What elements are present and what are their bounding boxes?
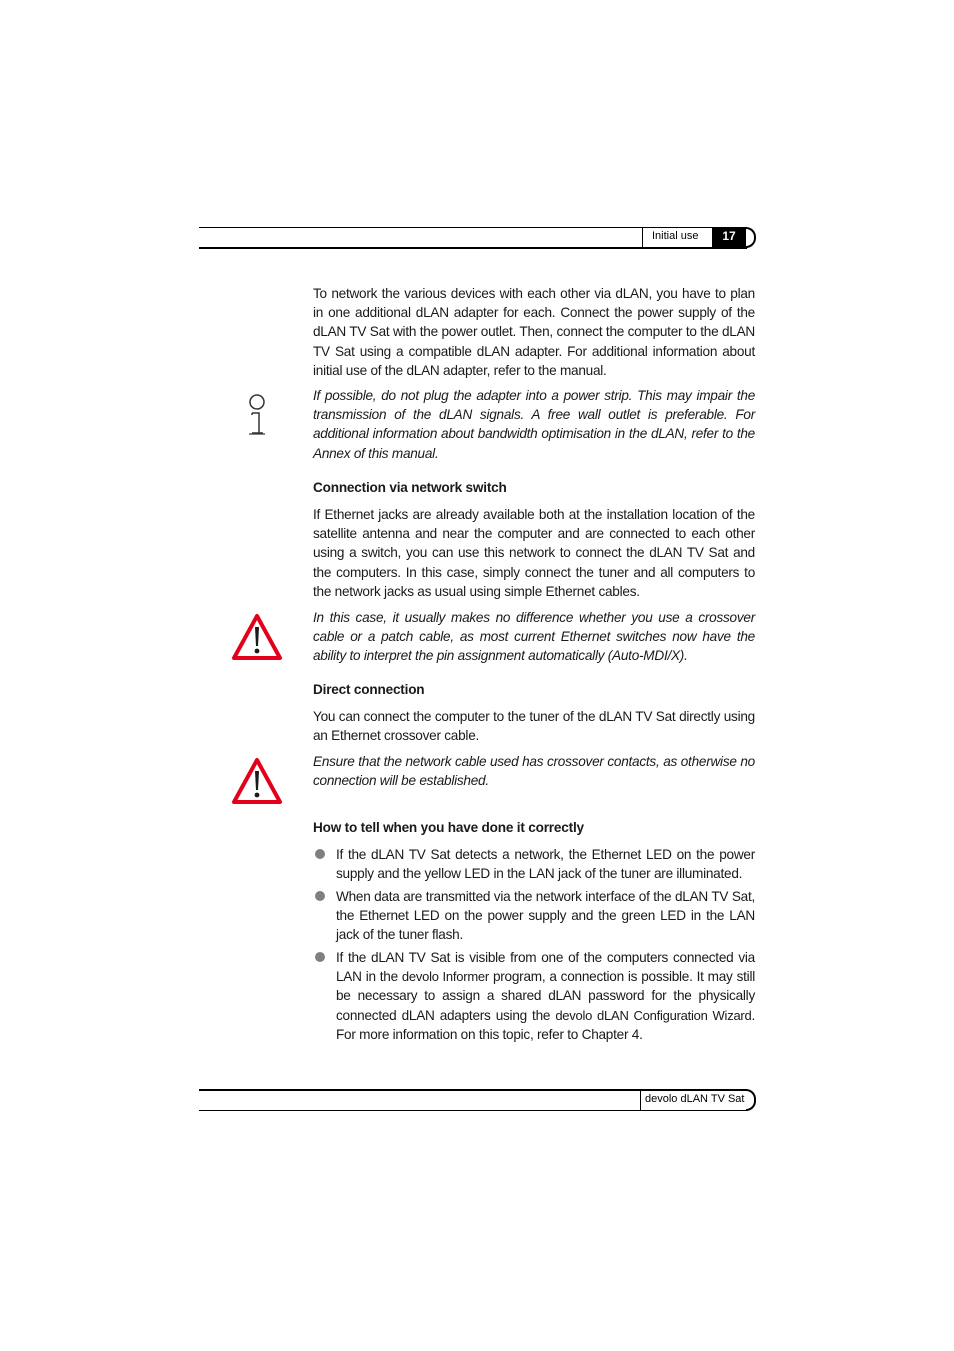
- header-rule-bottom: [199, 247, 747, 249]
- program-name-wizard: devolo dLAN Configuration Wizard: [555, 1007, 752, 1023]
- header-rule-top: [199, 227, 747, 228]
- footer-rule-top: [199, 1089, 747, 1091]
- chapter-title: Initial use: [652, 230, 699, 242]
- warning-note-direct: Ensure that the network cable used has crossover contacts, as otherwise no connection will be established.: [313, 754, 755, 789]
- footer-rule-bottom: [199, 1110, 747, 1111]
- header-endcap: [746, 227, 756, 248]
- intro-paragraph: To network the various devices with each other via dLAN, you have to plan in one additional dLAN adapter for each. Connect the power supply of the dLAN TV Sat with the power outlet. Then, connect the computer to the dLAN TV Sat using a compatible dLAN adapter. For additional information about initial use of the dLAN adapter, refer to the manual.: [313, 286, 755, 378]
- program-name-informer: devolo Informer: [401, 969, 489, 985]
- header-divider: [642, 227, 643, 248]
- bullet-icon: [315, 952, 325, 962]
- heading-network-switch: Connection via network switch: [313, 480, 507, 495]
- page-number: 17: [712, 227, 746, 248]
- warning-icon: [231, 756, 283, 806]
- heading-check: How to tell when you have done it correctly: [313, 820, 584, 835]
- info-note: If possible, do not plug the adapter into a power strip. This may impair the transmission of the dLAN signals. A free wall outlet is preferable. For additional information about bandwidth optimisation in the dLAN, refer to the Annex of this manual.: [313, 388, 755, 461]
- bullet3-text-part1: If the dLAN TV Sat is visible from one of the computers connected via LAN in the: [336, 950, 755, 985]
- list-item: [336, 948, 755, 1044]
- paragraph-network-switch: If Ethernet jacks are already available both at the installation location of the satellite antenna and near the computer and are connected to each other using a switch, you can use this network to connect the dLAN TV Sat and the computers. In this case, simply connect the tuner and all computers to the network jacks as usual using simple Ethernet cables.: [313, 507, 755, 599]
- footer-endcap: [746, 1089, 756, 1111]
- heading-direct-connection: Direct connection: [313, 682, 425, 697]
- bullet-icon: [315, 849, 325, 859]
- warning-note-switch: In this case, it usually makes no difference whether you use a crossover cable or a patch cable, as most current Ethernet switches now have the ability to interpret the pin assignment automatically (Auto-MDI/X).: [313, 610, 755, 664]
- list-item: When data are transmitted via the network interface of the dLAN TV Sat, the Ethernet LED on the power supply and the green LED in the LAN jack of the tuner flash.: [336, 889, 755, 943]
- footer-product: devolo dLAN TV Sat: [645, 1093, 745, 1105]
- footer-divider: [640, 1089, 641, 1111]
- info-icon: [244, 393, 270, 439]
- warning-icon: [231, 612, 283, 662]
- bullet3-text-part3: . For more information on this topic, refer to Chapter 4.: [336, 1007, 756, 1042]
- bullet3-text-part2: program, a connection is possible. It may still be necessary to assign a shared dLAN password for the physically connected dLAN adapters using the: [336, 969, 755, 1023]
- paragraph-direct-connection: You can connect the computer to the tuner of the dLAN TV Sat directly using an Ethernet crossover cable.: [313, 709, 755, 744]
- bullet-icon: [315, 891, 325, 901]
- list-item: If the dLAN TV Sat detects a network, the Ethernet LED on the power supply and the yellow LED in the LAN jack of the tuner are illuminated.: [336, 847, 755, 882]
